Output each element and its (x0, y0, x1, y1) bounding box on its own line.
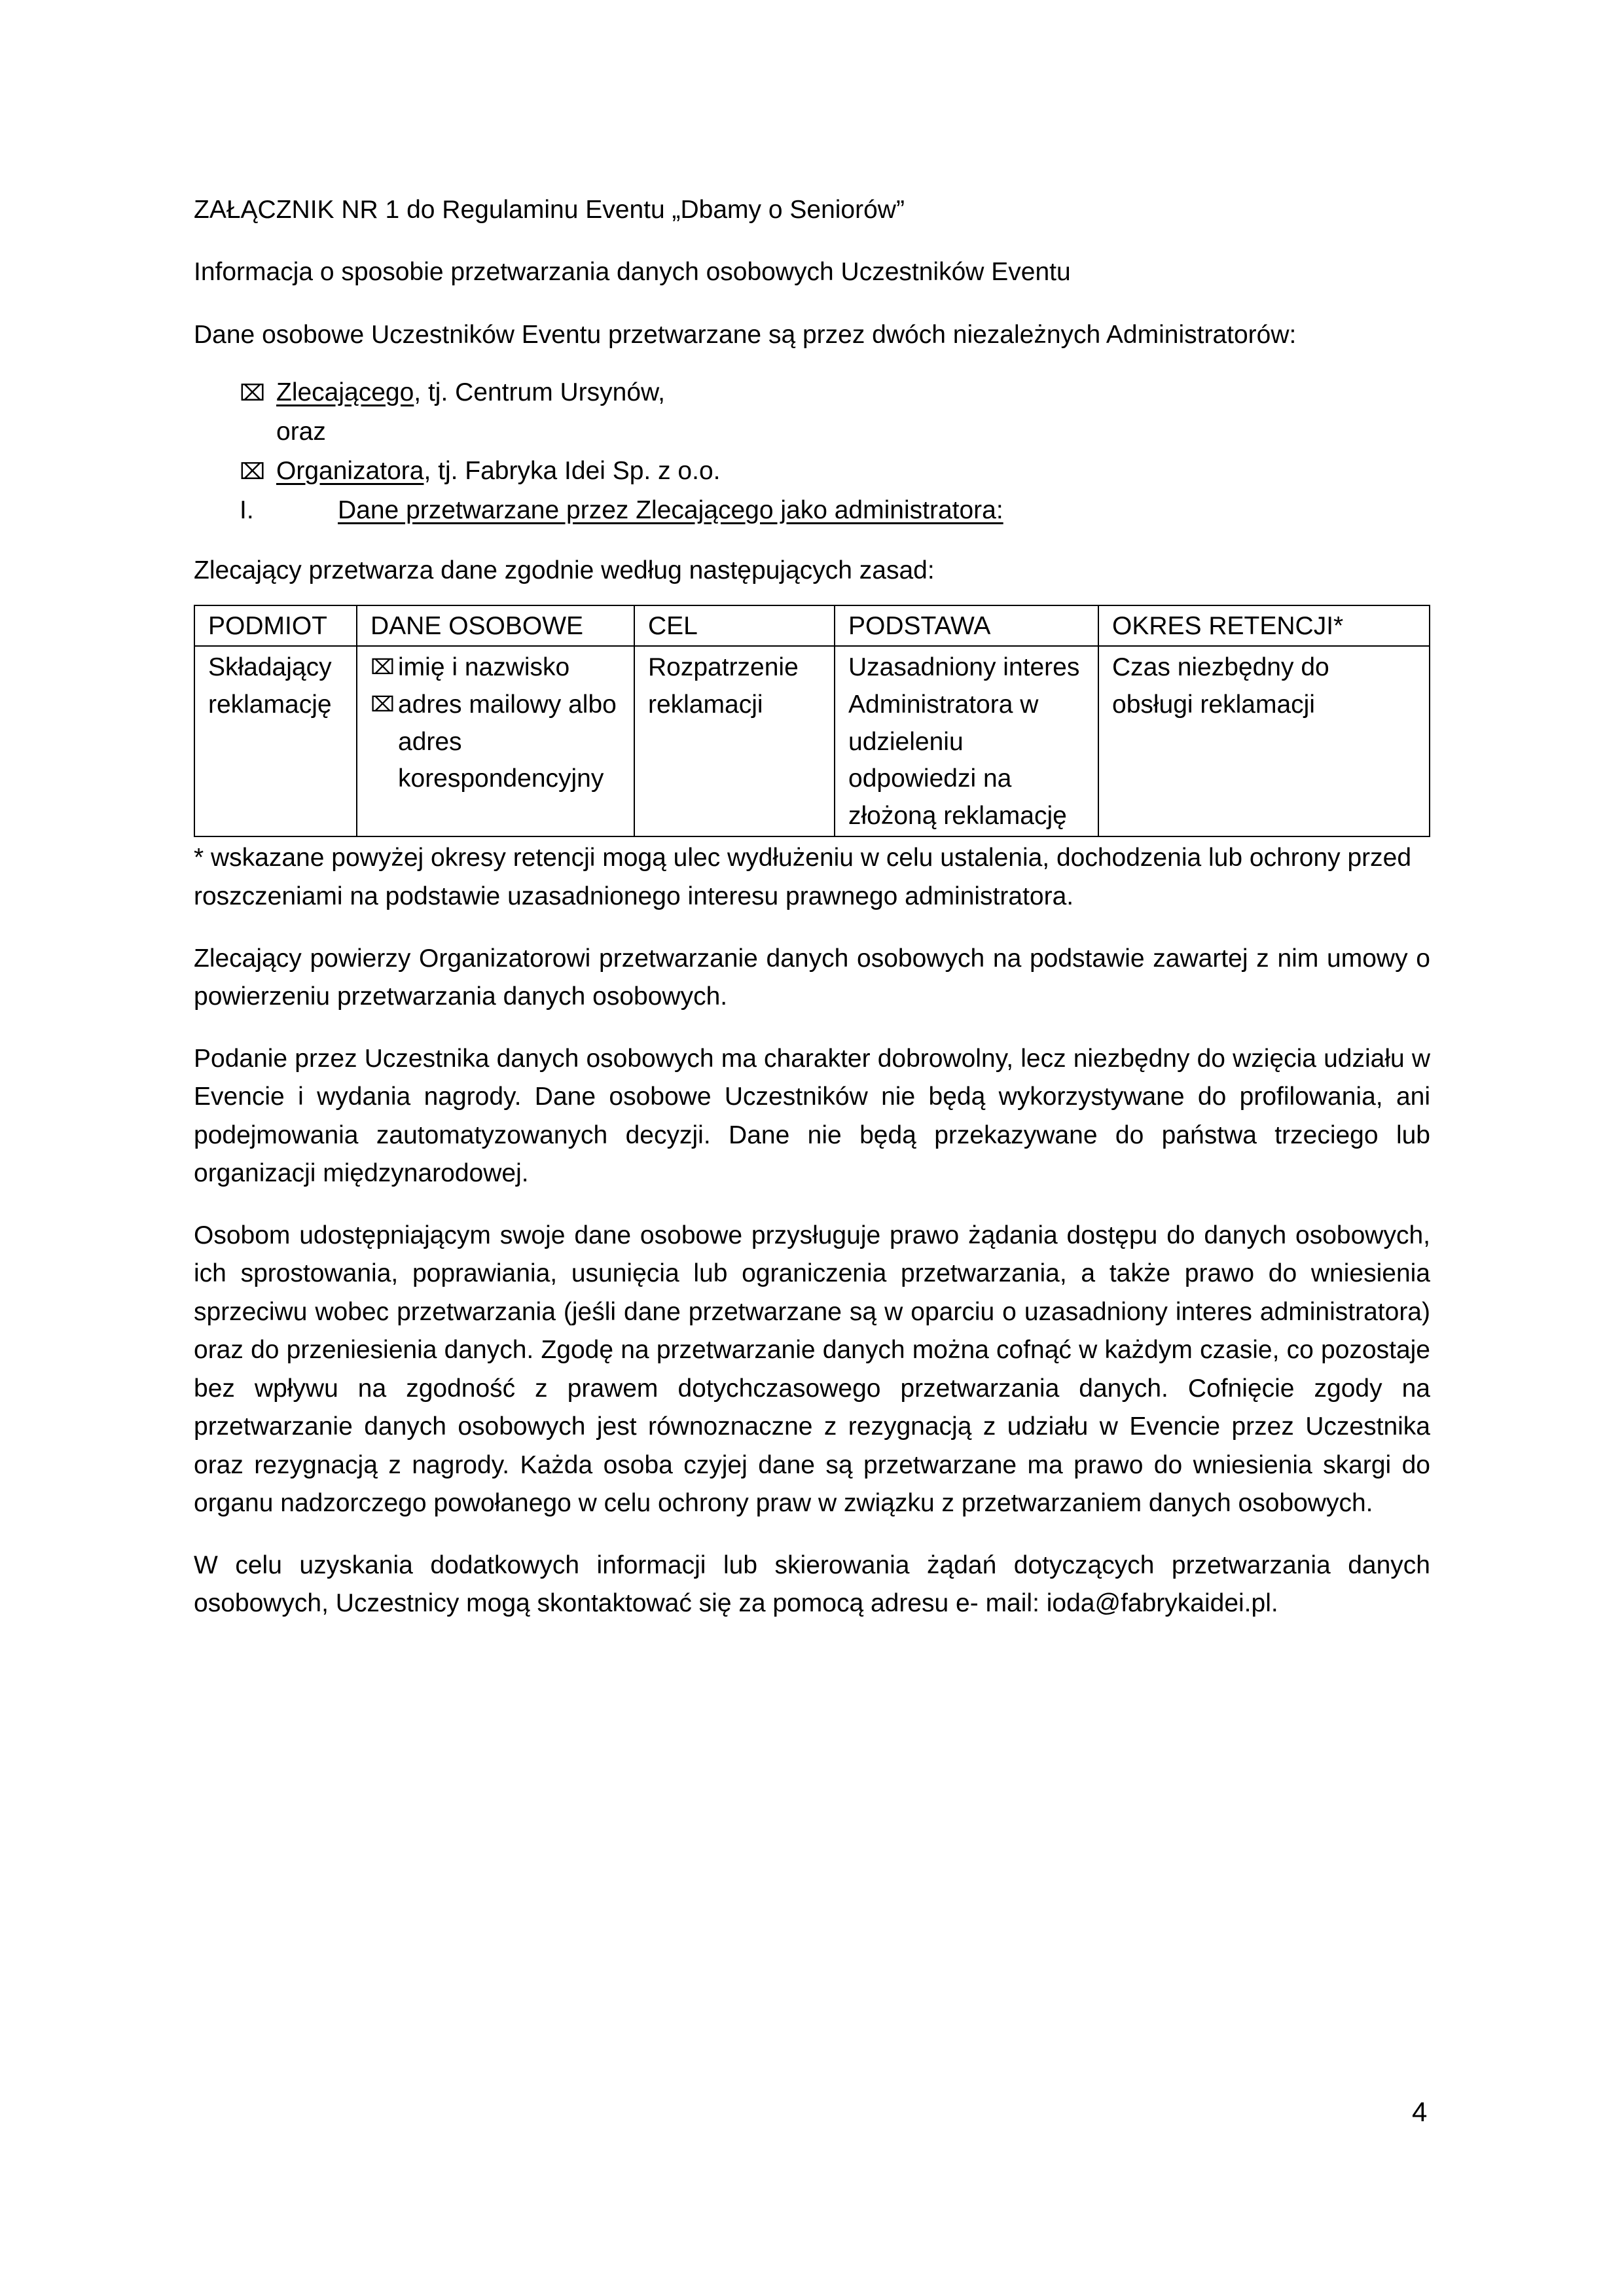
cell-podmiot: Składający reklamację (194, 646, 357, 836)
checkbox-bullet-icon: ⌧ (370, 691, 395, 717)
data-processing-table (194, 605, 1430, 837)
page-content (194, 191, 1430, 1647)
checkbox-bullet-icon: ⌧ (240, 459, 266, 486)
paragraph-rights: Osobom udostępniającym swoje dane osobowe przysługuje prawo żądania dostępu do danych osobowych, ich sprostowania, poprawiania, usunięcia lub ograniczenia przetwarzania, a także prawo do wniesienia sprzeciwu wobec przetwarzania (jeśli dane przetwarzane są w oparciu o uzasadniony interes administratora) oraz do przeniesienia danych. Zgodę na przetwarzanie danych można cofnąć w każdym czasie, co pozostaje bez wpływu na zgodność z prawem dotychczasowego przetwarzania danych. Cofnięcie zgody na przetwarzanie danych osobowych jest równoznaczne z rezygnacją z udziału w Evencie przez Uczestnika oraz rezygnacją z nagrody. Każda osoba czyjej dane są przetwarzane ma prawo do wniesienia skargi do organu nadzorczego powołanego w celu ochrony praw w związku z przetwarzaniem danych osobowych. (194, 1221, 1430, 1518)
administrator-name: Organizatora (276, 457, 424, 486)
paragraph-contact: W celu uzyskania dodatkowych informacji lub skierowania żądań dotyczących przetwarzania danych osobowych, Uczestnicy mogą skontaktować się za pomocą adresu e- mail: ioda@fabrykaidei.pl. (194, 1551, 1430, 1618)
cell-cel: Rozpatrzenie reklamacji (634, 646, 835, 836)
checkbox-bullet-icon: ⌧ (370, 655, 395, 680)
header-cel: CEL (634, 605, 835, 647)
attachment-title: ZAŁĄCZNIK NR 1 do Regulaminu Eventu „Dbamy o Seniorów” (194, 196, 905, 224)
administrators-separator-row (240, 412, 1430, 452)
checkbox-bullet-icon: ⌧ (240, 380, 266, 406)
cell-dane-osobowe (357, 646, 634, 836)
header-okres-retencji: OKRES RETENCJI* (1098, 605, 1430, 647)
administrators-list (240, 373, 1430, 492)
header-podmiot: PODMIOT (194, 605, 357, 647)
section-title: Dane przetwarzane przez Zlecającego jako administratora: (338, 495, 1003, 524)
personal-data-list (370, 649, 621, 797)
administrators-separator: oraz (276, 417, 326, 446)
personal-data-label: imię i nazwisko (398, 653, 570, 682)
section-heading (240, 492, 1430, 530)
personal-data-item (370, 687, 621, 798)
cell-podstawa: Uzasadniony interes Administratora w udzieleniu odpowiedzi na złożoną reklamację (835, 646, 1098, 836)
retention-footnote: * wskazane powyżej okresy retencji mogą ulec wydłużeniu w celu ustalenia, dochodzenia lub ochrony przed roszczeniami na podstawie uzasadnionego interesu prawnego administratora. (194, 844, 1412, 911)
cell-okres-retencji: Czas niezbędny do obsługi reklamacji (1098, 646, 1430, 836)
attachment-subtitle: Informacja o sposobie przetwarzania danych osobowych Uczestników Eventu (194, 257, 1071, 286)
personal-data-item (370, 649, 621, 687)
page-number: 4 (1412, 2096, 1428, 2127)
administrator-name: Zlecającego (276, 378, 414, 406)
paragraph-voluntary: Podanie przez Uczestnika danych osobowych ma charakter dobrowolny, lecz niezbędny do wzięcia udziału w Evencie i wydania nagrody. Dane osobowe Uczestników nie będą wykorzystywane do profilowania, ani podejmowania zautomatyzowanych decyzji. Dane nie będą przekazywane do państwa trzeciego lub organizacji międzynarodowej. (194, 1044, 1430, 1188)
personal-data-label: adres mailowy albo adres korespondencyjny (398, 690, 617, 793)
administrator-details: , tj. Fabryka Idei Sp. z o.o. (424, 457, 721, 486)
rules-intro: Zlecający przetwarza dane zgodnie według następujących zasad: (194, 556, 935, 585)
table-row (194, 646, 1430, 836)
paragraph-entrustment: Zlecający powierzy Organizatorowi przetwarzanie danych osobowych na podstawie zawartej z nim umowy o powierzeniu przetwarzania danych osobowych. (194, 944, 1430, 1011)
table-header-row (194, 605, 1430, 647)
header-podstawa: PODSTAWA (835, 605, 1098, 647)
section-number: I. (240, 495, 254, 524)
administrators-intro: Dane osobowe Uczestników Eventu przetwarzane są przez dwóch niezależnych Administratorów: (194, 321, 1297, 349)
administrator-details: , tj. Centrum Ursynów, (414, 378, 665, 406)
administrator-item (240, 373, 1430, 412)
header-dane-osobowe: DANE OSOBOWE (357, 605, 634, 647)
administrator-item (240, 452, 1430, 491)
